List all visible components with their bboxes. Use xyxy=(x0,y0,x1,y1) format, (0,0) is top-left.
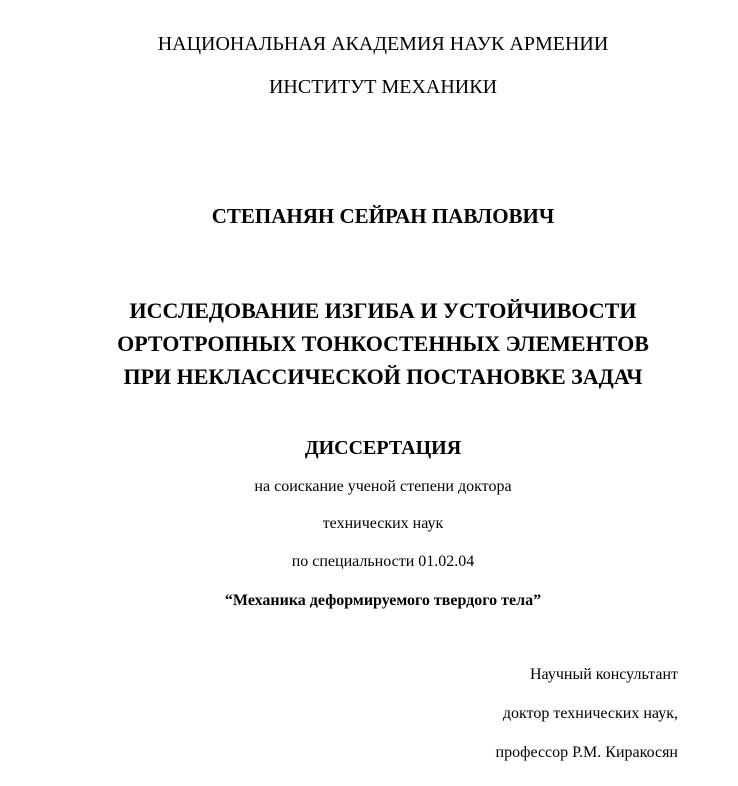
academy-name: НАЦИОНАЛЬНАЯ АКАДЕМИЯ НАУК АРМЕНИИ xyxy=(157,33,609,55)
author-name: СТЕПАНЯН СЕЙРАН ПАВЛОВИЧ xyxy=(211,204,555,228)
title-line-2: ОРТОТРОПНЫХ ТОНКОСТЕННЫХ ЭЛЕМЕНТОВ xyxy=(117,331,649,356)
specialty-code: по специальности 01.02.04 xyxy=(291,553,475,570)
institute-name: ИНСТИТУТ МЕХАНИКИ xyxy=(268,76,498,98)
consultant-label: Научный консультант xyxy=(530,666,678,683)
document-type: ДИССЕРТАЦИЯ xyxy=(304,437,462,459)
consultant-name: профессор Р.М. Киракосян xyxy=(495,744,678,761)
degree-line-1: на соискание ученой степени доктора xyxy=(254,478,512,495)
title-line-3: ПРИ НЕКЛАССИЧЕСКОЙ ПОСТАНОВКЕ ЗАДАЧ xyxy=(123,364,643,389)
degree-line-2: технических наук xyxy=(322,515,444,532)
consultant-degree: доктор технических наук, xyxy=(502,705,678,722)
specialty-name: “Механика деформируемого твердого тела” xyxy=(224,592,542,609)
title-line-1: ИССЛЕДОВАНИЕ ИЗГИБА И УСТОЙЧИВОСТИ xyxy=(129,298,637,323)
